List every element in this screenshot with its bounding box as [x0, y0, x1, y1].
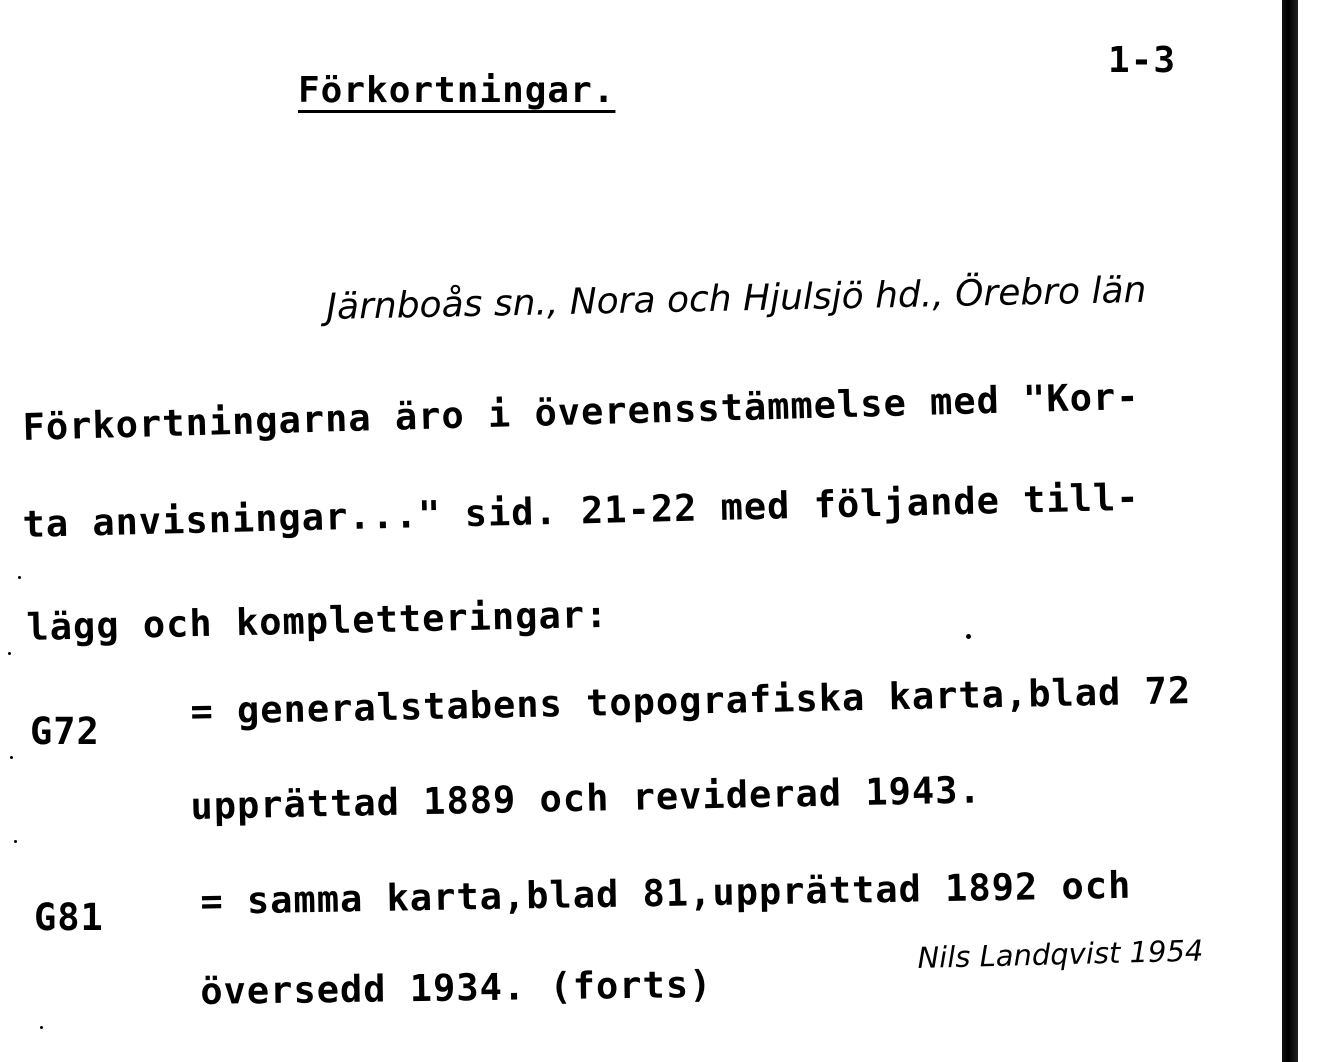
ink-speck	[40, 1026, 43, 1029]
page-title: Förkortningar.	[298, 70, 616, 111]
entry-definition-g81: = samma karta,blad 81,upprättad 1892 och	[200, 863, 1132, 923]
ink-speck	[18, 576, 21, 579]
body-line-2: ta anvisningar..." sid. 21-22 med följande till-	[22, 475, 1140, 546]
author-stamp: Nils Landqvist 1954	[917, 933, 1204, 975]
ink-speck	[966, 634, 971, 639]
page-number: 1-3	[1108, 40, 1177, 81]
parish-header: Järnboås sn., Nora och Hjulsjö hd., Örebro län	[326, 269, 1147, 328]
card-edge-shadow	[1282, 0, 1298, 1062]
entry-definition-g72: = generalstabens topografiska karta,blad 72	[190, 669, 1192, 733]
body-line-1: Förkortningarna äro i överensstämmelse med "Kor-	[22, 374, 1141, 449]
ink-speck	[10, 756, 13, 759]
ink-speck	[14, 840, 17, 843]
entry-code-g81: G81	[34, 896, 104, 939]
body-line-3: lägg och kompletteringar:	[26, 592, 609, 649]
entry-continuation-g72: upprättad 1889 och reviderad 1943.	[190, 768, 983, 828]
entry-continuation-g81: översedd 1934. (forts)	[200, 962, 713, 1013]
entry-code-g72: G72	[30, 710, 100, 753]
ink-speck	[8, 652, 11, 655]
